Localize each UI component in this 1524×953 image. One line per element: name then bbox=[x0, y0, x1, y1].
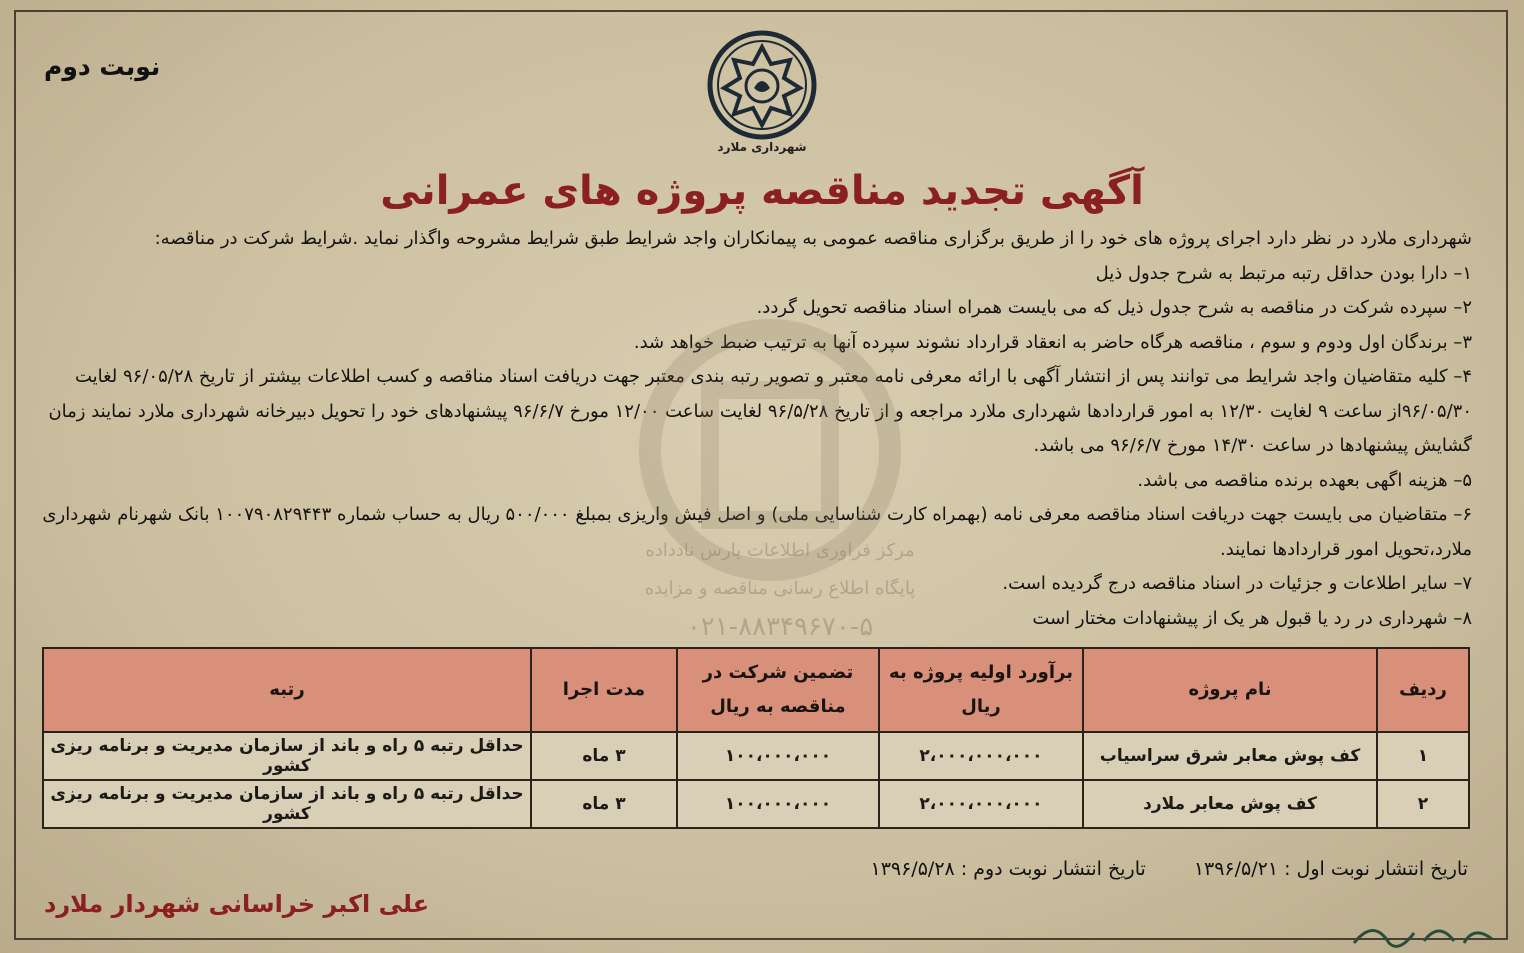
watermark-line-2: پایگاه اطلاع رسانی مناقصه و مزایده bbox=[644, 578, 916, 599]
condition-1: ۱– دارا بودن حداقل رتبه مرتبط به شرح جدول ذیل bbox=[1095, 262, 1472, 284]
municipality-logo bbox=[700, 30, 824, 156]
condition-2: ۲– سپرده شرکت در مناقصه به شرح جدول ذیل که می بایست همراه اسناد مناقصه تحویل گردد. bbox=[756, 297, 1472, 318]
header-duration: مدت اجرا bbox=[531, 648, 677, 732]
cell-project-name: کف پوش معابر شرق سراسیاب bbox=[1083, 732, 1377, 780]
first-publish-date: تاریخ انتشار نوبت اول : ۱۳۹۶/۵/۲۱ bbox=[1193, 858, 1468, 880]
cell-estimate: ۲،۰۰۰،۰۰۰،۰۰۰ bbox=[879, 732, 1083, 780]
mayor-signature: علی اکبر خراسانی شهردار ملارد bbox=[44, 890, 430, 918]
handwritten-mark-icon bbox=[1344, 913, 1504, 953]
condition-5: ۵– هزینه اگهی بعهده برنده مناقصه می باشد. bbox=[1137, 469, 1472, 491]
header-guarantee: تضمین شرکت در مناقصه به ریال bbox=[677, 648, 879, 732]
table-row bbox=[43, 780, 1469, 828]
ad-body bbox=[40, 222, 1472, 636]
cell-guarantee: ۱۰۰،۰۰۰،۰۰۰ bbox=[677, 780, 879, 828]
cell-grade: حداقل رتبه ۵ راه و باند از سازمان مدیریت و برنامه ریزی کشور bbox=[43, 732, 531, 780]
round-label: نوبت دوم bbox=[44, 52, 161, 81]
header-estimate: برآورد اولیه پروژه به ریال bbox=[879, 648, 1083, 732]
condition-3: ۳– برندگان اول ودوم و سوم ، مناقصه هرگاه حاضر به انعقاد قرارداد نشوند سپرده آنها به ترتیب ضبط خواهد شد. bbox=[633, 331, 1472, 353]
intro-paragraph: شهرداری ملارد در نظر دارد اجرای پروژه های خود را از طریق برگزاری مناقصه عمومی به پیمانکاران واجد شرایط طبق شرایط مشروحه واگذار نماید .شرایط شرکت در مناقصه: bbox=[154, 228, 1472, 249]
condition-4: ۴– کلیه متقاضیان واجد شرایط می توانند پس از انتشار آگهی با ارائه معرفی نامه معتبر و تصویر رتبه بندی معتبر جهت دریافت اسناد مناقصه و کسب اطلاعات بیشتر از تاریخ ۹۶/۰۵/۲۸ لغایت ۹۶/۰۵/۳۰از ساعت ۹ لغایت ۱۲/۳۰ به امور قراردادها شهرداری ملارد مراجعه و از تاریخ ۹۶/۵/۲۸ لغایت ساعت ۱۲/۰۰ مورخ ۹۶/۶/۷ پیشنهادهای خود را تحویل دبیرخانه شهرداری ملارد نمایند زمان گشایش پیشنهادها در ساعت ۱۴/۳۰ مورخ ۹۶/۶/۷ می باشد. bbox=[48, 366, 1472, 456]
watermark-line-1: مرکز فراوری اطلاعات پارس نادداده bbox=[645, 540, 915, 561]
cell-row-number: ۱ bbox=[1377, 732, 1469, 780]
cell-estimate: ۲،۰۰۰،۰۰۰،۰۰۰ bbox=[879, 780, 1083, 828]
ad-title: آگهی تجدید مناقصه پروژه های عمرانی bbox=[380, 168, 1144, 214]
header-grade: رتبه bbox=[43, 648, 531, 732]
watermark-phone: ۰۲۱-۸۸۳۴۹۶۷۰-۵ bbox=[686, 612, 874, 642]
projects-table bbox=[42, 647, 1470, 829]
logo-caption: شهرداری ملارد bbox=[717, 140, 807, 154]
cell-duration: ۳ ماه bbox=[531, 732, 677, 780]
cell-duration: ۳ ماه bbox=[531, 780, 677, 828]
condition-8: ۸– شهرداری در رد یا قبول هر یک از پیشنهادات مختار است bbox=[1032, 607, 1472, 629]
header-project-name: نام پروژه bbox=[1083, 648, 1377, 732]
cell-project-name: کف پوش معابر ملارد bbox=[1083, 780, 1377, 828]
header-row-number: ردیف bbox=[1377, 648, 1469, 732]
table-row bbox=[43, 732, 1469, 780]
condition-7: ۷– سایر اطلاعات و جزئیات در اسناد مناقصه درج گردیده است. bbox=[1002, 573, 1472, 594]
cell-grade: حداقل رتبه ۵ راه و باند از سازمان مدیریت و برنامه ریزی کشور bbox=[43, 780, 531, 828]
second-publish-date: تاریخ انتشار نوبت دوم : ۱۳۹۶/۵/۲۸ bbox=[870, 858, 1146, 880]
municipality-emblem-icon bbox=[700, 30, 824, 140]
condition-6: ۶– متقاضیان می بایست جهت دریافت اسناد مناقصه معرفی نامه (بهمراه کارت شناسایی ملی) و اصل فیش واریزی بمبلغ ۵۰۰/۰۰۰ ریال به حساب شماره ۱۰۰۷۹۰۸۲۹۴۴۳ بانک شهرنام شهرداری ملارد،تحویل امور قراردادها نمایند. bbox=[42, 504, 1472, 560]
table-header-row bbox=[43, 648, 1469, 732]
publish-dates bbox=[870, 858, 1468, 880]
cell-row-number: ۲ bbox=[1377, 780, 1469, 828]
cell-guarantee: ۱۰۰،۰۰۰،۰۰۰ bbox=[677, 732, 879, 780]
